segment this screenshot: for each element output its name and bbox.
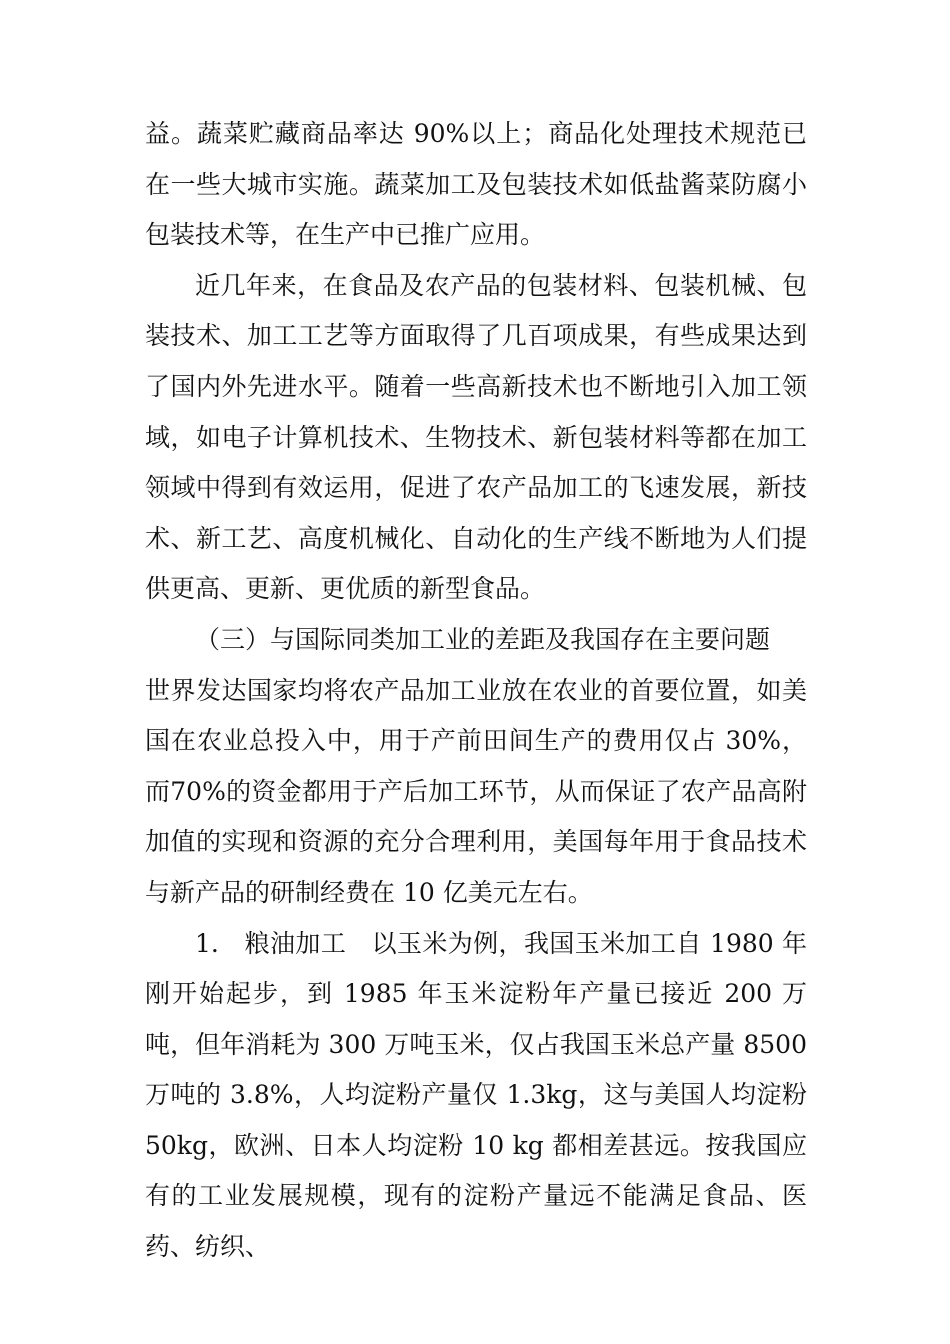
body-text	[145, 109, 807, 1273]
paragraph-grain-oil-processing: 1. 粮油加工 以玉米为例，我国玉米加工自 1980 年刚开始起步，到 1985 年玉米淀粉年产量已接近 200 万吨，但年消耗为 300 万吨玉米，仅占我国玉米总产量 8500 万吨的 3.8%，人均淀粉产量仅 1.3kg，这与美国人均淀粉 50kg，欧洲、日本人均淀粉 10 kg 都相差甚远。按我国应有的工业发展规模，现有的淀粉产量远不能满足食品、医药、纺织、	[145, 928, 807, 1262]
section-heading: （三）与国际同类加工业的差距及我国存在主要问题	[195, 624, 771, 654]
paragraph-recent-years: 近几年来，在食品及农产品的包装材料、包装机械、包装技术、加工工艺等方面取得了几百项成果，有些成果达到了国内外先进水平。随着一些高新技术也不断地引入加工领域，如电子计算机技术、生物技术、新包装材料等都在加工领域中得到有效运用，促进了农产品加工的飞速发展，新技术、新工艺、高度机械化、自动化的生产线不断地为人们提供更高、更新、更优质的新型食品。	[145, 270, 807, 604]
paragraph-vegetable-storage: 益。蔬菜贮藏商品率达 90%以上；商品化处理技术规范已在一些大城市实施。蔬菜加工及包装技术如低盐酱菜防腐小包装技术等，在生产中已推广应用。	[145, 119, 807, 250]
paragraph-developed-countries: 世界发达国家均将农产品加工业放在农业的首要位置，如美国在农业总投入中，用于产前田间生产的费用仅占 30%，而70%的资金都用于产后加工环节，从而保证了农产品高附加值的实现和资源的充分合理利用，美国每年用于食品技术与新产品的研制经费在 10 亿美元左右。	[145, 675, 807, 907]
